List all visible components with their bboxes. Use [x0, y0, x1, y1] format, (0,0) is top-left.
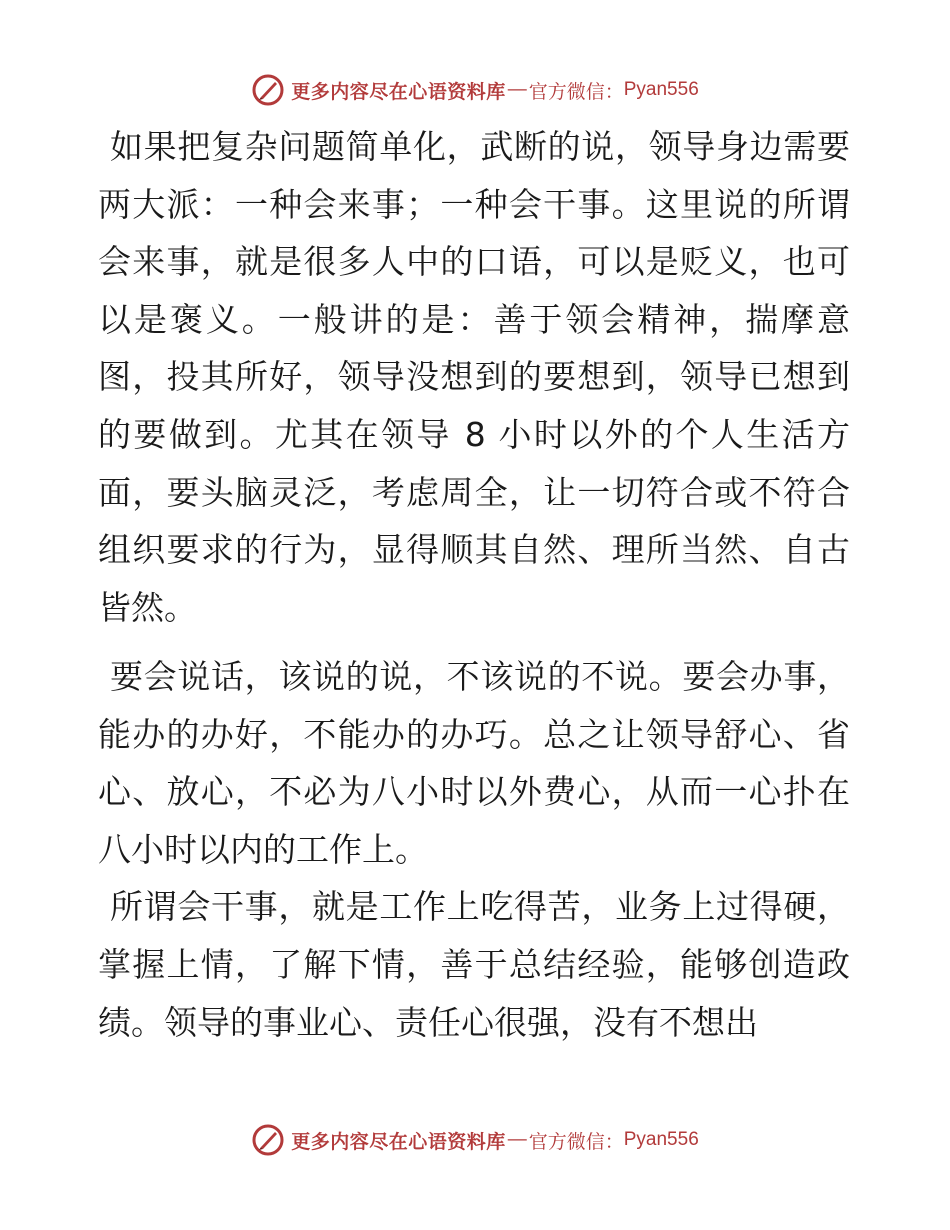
footer-banner — [0, 1120, 950, 1160]
header-banner — [0, 70, 950, 110]
banner-brand-text: 更多内容尽在心语资料库 — [291, 1130, 506, 1153]
banner-separator: — — [507, 1129, 527, 1150]
paragraph-2: 要会说话，该说的说，不该说的不说。要会办事，能办的办好，不能办的办巧。总之让领导舒心、省心、放心，不必为八小时以外费心，从而一心扑在八小时以内的工作上。 — [98, 657, 850, 869]
quill-logo-icon — [251, 1123, 285, 1157]
banner-wechat-handle: Pyan556 — [623, 1129, 699, 1150]
body-text — [98, 118, 850, 1051]
paragraph-1: 如果把复杂问题简单化，武断的说，领导身边需要两大派：一种会来事；一种会干事。这里说的所谓会来事，就是很多人中的口语，可以是贬义，也可以是褒义。一般讲的是：善于领会精神，揣摩意图，投其所好，领导没想到的要想到，领导已想到的要做到。尤其在领导 8 小时以外的个人生活方面，要头脑灵泛，考虑周全，让一切符合或不符合组织要求的行为，显得顺其自然、理所当然、自古皆然。 — [98, 127, 850, 627]
banner-wechat-handle: Pyan556 — [623, 79, 699, 100]
banner-brand-text: 更多内容尽在心语资料库 — [291, 80, 506, 103]
paragraph-3: 所谓会干事，就是工作上吃得苦，业务上过得硬，掌握上情，了解下情，善于总结经验，能够创造政绩。领导的事业心、责任心很强，没有不想出 — [98, 887, 850, 1042]
banner-wechat-label: 官方微信： — [528, 80, 624, 103]
banner-wechat-label: 官方微信： — [528, 1130, 624, 1153]
quill-logo-icon — [251, 73, 285, 107]
banner-separator: — — [507, 79, 527, 100]
